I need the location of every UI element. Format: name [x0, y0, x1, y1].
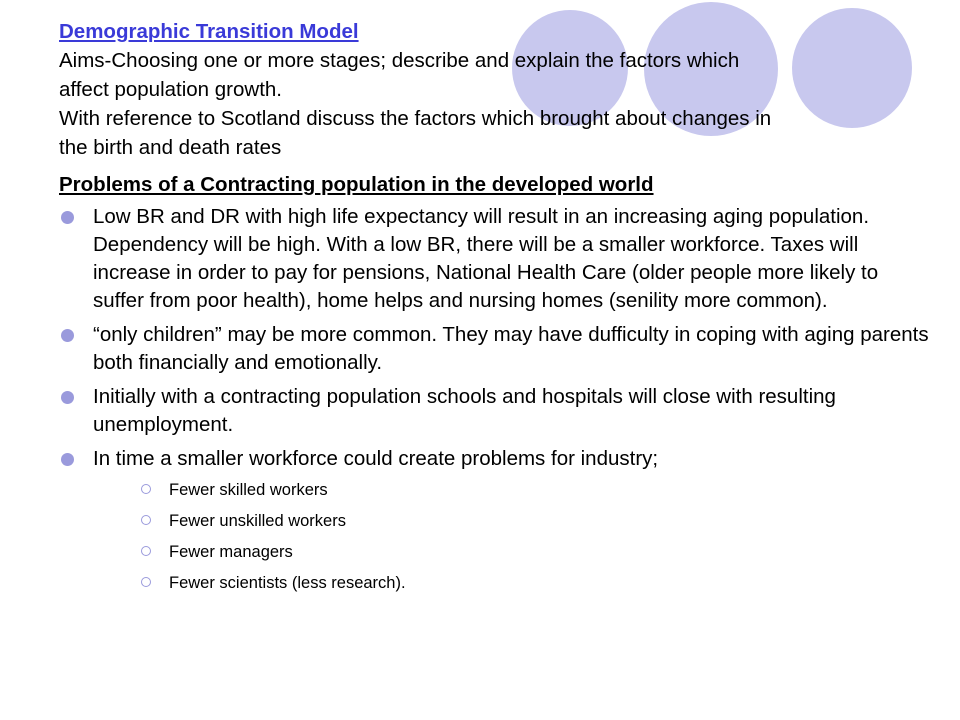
bullet-item — [59, 321, 929, 377]
title-link[interactable]: Demographic Transition Model — [59, 20, 359, 43]
bullet-text: “only children” may be more common. They may have dufficulty in coping with aging parents both financially and emotionally. — [93, 323, 929, 374]
sub-bullet-list — [93, 479, 929, 594]
ring-bullet-icon — [141, 515, 151, 525]
bullet-item — [59, 383, 929, 439]
aims-line-4: the birth and death rates — [59, 136, 282, 159]
bullet-text: Initially with a contracting population schools and hospitals will close with resulting unemployment. — [93, 385, 836, 436]
sub-bullet-item — [137, 541, 929, 563]
bullet-list — [59, 203, 929, 594]
sub-bullet-text: Fewer scientists (less research). — [169, 574, 406, 592]
sub-bullet-text: Fewer managers — [169, 543, 293, 561]
aims-line-3: With reference to Scotland discuss the factors which brought about changes in — [59, 107, 772, 130]
sub-bullet-item — [137, 572, 929, 594]
ring-bullet-icon — [141, 546, 151, 556]
aims-line-2: affect population growth. — [59, 78, 282, 101]
aims-line-1: Aims-Choosing one or more stages; describe and explain the factors which — [59, 49, 740, 72]
slide-content — [59, 17, 929, 603]
sub-bullet-text: Fewer skilled workers — [169, 481, 328, 499]
bullet-text: In time a smaller workforce could create problems for industry; — [93, 447, 659, 470]
bullet-item — [59, 445, 929, 594]
bullet-text: Low BR and DR with high life expectancy will result in an increasing aging population. Dependency will be high. With a low BR, there will be a smaller workforce. Taxes will increase in order to pay for pensions, National Health Care (older people more likely to suffer from poor health), home helps and nursing homes (senility more common). — [93, 205, 879, 312]
bullet-item — [59, 203, 929, 315]
sub-bullet-item — [137, 510, 929, 532]
section-heading: Problems of a Contracting population in the developed world — [59, 173, 654, 196]
bullet-dot-icon — [61, 453, 74, 466]
sub-bullet-item — [137, 479, 929, 501]
bullet-dot-icon — [61, 211, 74, 224]
bullet-dot-icon — [61, 391, 74, 404]
bullet-dot-icon — [61, 329, 74, 342]
ring-bullet-icon — [141, 484, 151, 494]
ring-bullet-icon — [141, 577, 151, 587]
slide-header — [59, 17, 929, 162]
sub-bullet-text: Fewer unskilled workers — [169, 512, 346, 530]
